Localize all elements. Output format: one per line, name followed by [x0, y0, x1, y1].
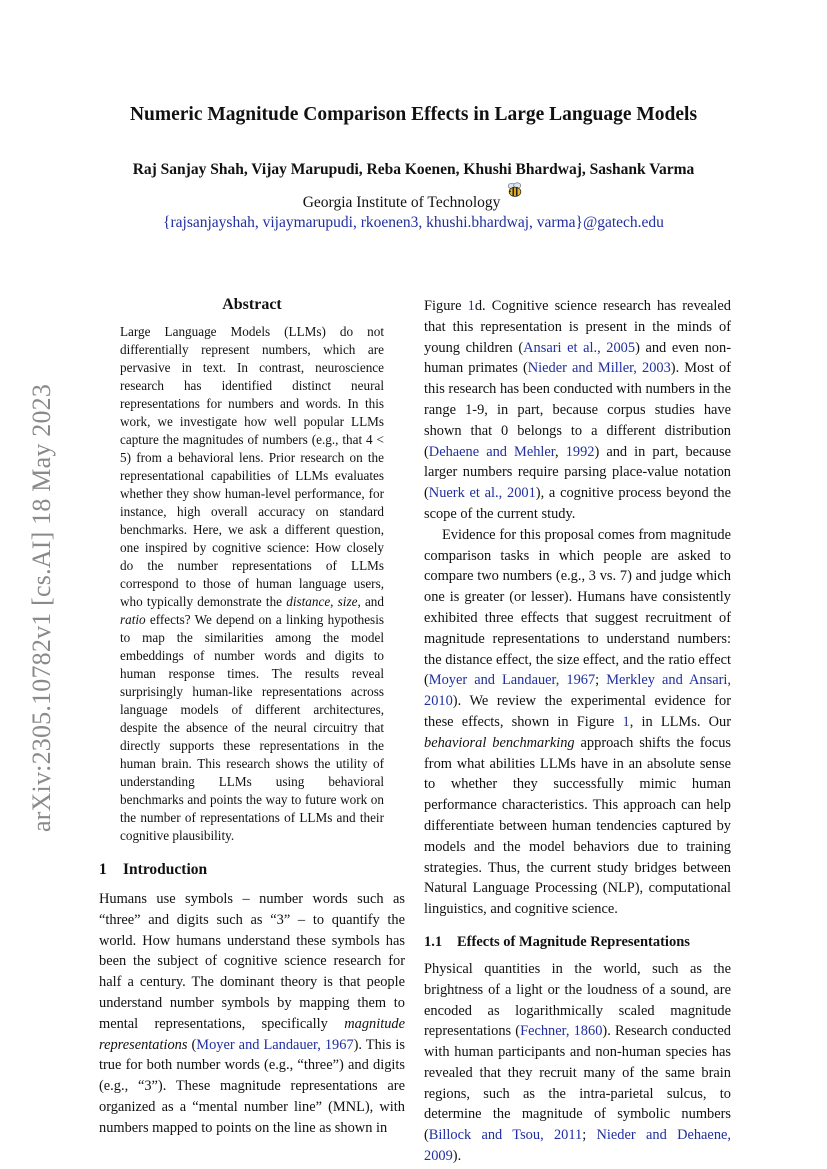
- paragraph-physical-quantities: Physical quantities in the world, such as the brightness of a light or the loudness of a sound, are encoded as logarithmically scaled magnitude representations (Fechner, 1860). Research conducted with human participants and non-human species has revealed that they recruit many of the same brain regions, such as the intra-parietal sulcus, to determine the magnitude of symbolic numbers (Billock and Tsou, 2011; Nieder and Dehaene, 2009).: [424, 960, 732, 1165]
- paragraph-mnl-evidence: Figure 1d. Cognitive science research has revealed that this representation is present in the minds of young children (Ansari et al., 2005) and even non-human primates (Nieder and Miller, 2003). Most of this research has been conducted with numbers in the range 1-9, in part, because corpus studies have shown that 0 belongs to a different distribution (Dehaene and Mehler, 1992) and in part, because larger numbers require parsing place-value notation (Nuerk et al., 2001), a cognitive process beyond the scope of the current study.: [424, 298, 731, 522]
- figure-link[interactable]: 1: [467, 298, 475, 314]
- paper-title: Numeric Magnitude Comparison Effects in Large Language Models: [129, 104, 698, 125]
- citation-link[interactable]: Fechner, 1860: [520, 1023, 603, 1040]
- abstract-heading: Abstract: [222, 296, 282, 313]
- citation-link[interactable]: Nieder and Miller, 2003: [527, 360, 671, 377]
- citation-link[interactable]: Ansari et al., 2005: [523, 339, 636, 356]
- bee-icon: [506, 181, 524, 199]
- citation-link[interactable]: Nieder and Dehaene, 2009: [424, 1127, 731, 1165]
- citation-link[interactable]: Billock and Tsou, 2011: [428, 1127, 583, 1144]
- right-column: [424, 296, 731, 1167]
- paragraph-comparison-tasks: Evidence for this proposal comes from magnitude comparison tasks in which people are asked to compare two numbers (e.g., 3 vs. 7) and judge which one is greater (or lesser). Humans have consistently exhibited three effects that suggest recruitment of magnitude representations to understand numbers: the distance effect, the size effect, and the ratio effect (Moyer and Landauer, 1967; Merkley and Ansari, 2010). We review the experimental evidence for these effects, shown in Figure 1, in LLMs. Our behavioral benchmarking approach shifts the focus from what abilities LLMs have in an absolute sense to whether they successfully mimic human performance characteristics. This approach can help differentiate between human tendencies captured by models and the model behaviors due to training strategies. Thus, the current study bridges between Natural Language Processing (NLP), computational linguistics, and cognitive science.: [424, 526, 731, 918]
- citation-link[interactable]: Moyer and Landauer, 1967: [196, 1036, 354, 1053]
- author-emails[interactable]: {rajsanjayshah, vijaymarupudi, rkoenen3, khushi.bhardwaj, varma}@gatech.edu: [163, 214, 664, 231]
- author-list: Raj Sanjay Shah, Vijay Marupudi, Reba Koenen, Khushi Bhardwaj, Sashank Varma: [132, 161, 695, 178]
- intro-paragraph: Humans use symbols – number words such as “three” and digits such as “3” – to quantify the world. How humans understand these symbols has been the subject of cognitive science research for half a century. The dominant theory is that people understand number symbols by mapping them to mental representations, specifically magnitude representations (Moyer and Landauer, 1967). This is true for both number words (e.g., “three”) and digits (e.g., “3”). These magnitude representations are organized as a “mental number line” (MNL), with numbers mapped to points on the line as shown in: [99, 891, 405, 1136]
- arxiv-side-stamp: [14, 360, 70, 855]
- citation-link[interactable]: Moyer and Landauer, 1967: [428, 672, 596, 689]
- affiliation-line: [0, 191, 827, 212]
- affiliation: Georgia Institute of Technology: [302, 194, 501, 211]
- figure-link[interactable]: 1: [622, 713, 630, 730]
- citation-link[interactable]: Merkley and Ansari, 2010: [424, 672, 731, 710]
- section-heading-introduction: 1 Introduction: [99, 861, 208, 878]
- citation-link[interactable]: Dehaene and Mehler: [428, 443, 556, 460]
- subsection-heading-effects: 1.1 Effects of Magnitude Representations: [424, 933, 690, 950]
- abstract-text: Large Language Models (LLMs) do not differentially represent numbers, which are pervasive in text. In contrast, neuroscience research has identified distinct neural representations for numbers and words. In this work, we investigate how well popular LLMs capture the magnitudes of numbers (e.g., that 4 < 5) from a behavioral lens. Prior research on the representational capabilities of LLMs evaluates whether they show human-level performance, for instance, high overall accuracy on standard benchmarks. Here, we ask a different question, one inspired by cognitive science: How closely do the number representations of LLMs correspond to those of human language users, who typically demonstrate the distance, size, and ratio effects? We depend on a linking hypothesis to map the similarities among the model embeddings of number words and digits to human response times. The results reveal surprisingly human-like representations across language models of different architectures, despite the absence of the neural circuitry that directly supports these representations in the human brain. This research shows the utility of understanding LLMs using behavioral benchmarks and points the way to future work on the number of representations of LLMs and their cognitive plausibility.: [120, 324, 384, 843]
- citation-link[interactable]: 1992: [565, 443, 595, 460]
- citation-link[interactable]: Nuerk et al., 2001: [428, 485, 536, 502]
- arxiv-identifier[interactable]: arXiv:2305.10782v1 [cs.AI] 18 May 2023: [27, 383, 56, 832]
- left-column: [99, 296, 405, 1139]
